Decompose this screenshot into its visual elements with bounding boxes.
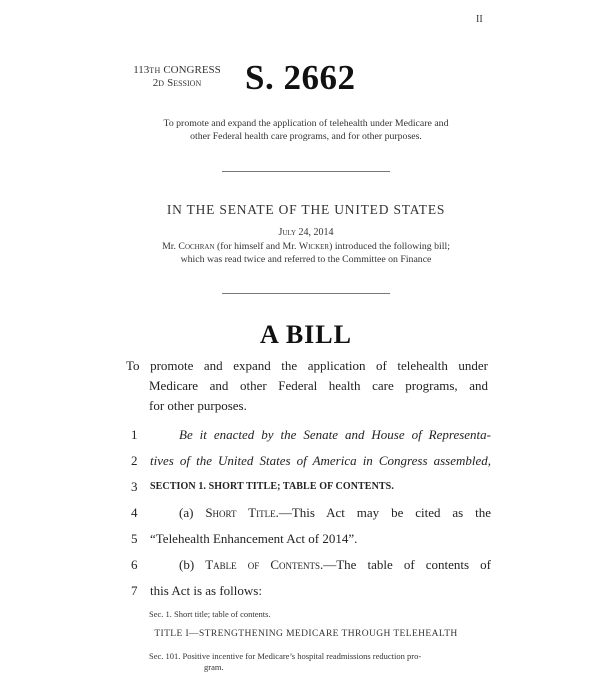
- congress-session-block: [122, 64, 232, 90]
- line-number: 2: [131, 453, 138, 468]
- toc-title-1: TITLE I—STRENGTHENING MEDICARE THROUGH TELEHEALTH: [154, 629, 458, 639]
- page-marker: II: [476, 14, 483, 25]
- toc-entry-sec-1: Sec. 1. Short title; table of contents.: [149, 609, 271, 619]
- session-label: 2D Session: [152, 77, 202, 89]
- bill-line: 4 (a) Short Title.—This Act may be cited as the: [131, 505, 491, 520]
- line-number: 3: [131, 479, 138, 494]
- line-number: 5: [131, 531, 138, 546]
- introduction-statement: Mr. Cochran (for himself and Mr. Wicker) introduced the following bill; which was read twice and referred to the Committee on Finance: [162, 241, 450, 265]
- bill-line: 1 Be it enacted by the Senate and House of Representa-: [131, 427, 491, 442]
- line-number: 6: [131, 557, 138, 572]
- bill-number: S. 2662: [245, 58, 356, 97]
- toc-entry-sec-101: Sec. 101. Positive incentive for Medicare’s hospital readmissions reduction pro- gram.: [149, 651, 422, 672]
- cosponsor-name: Wicker: [298, 241, 330, 252]
- line-number: 1: [131, 427, 138, 442]
- congress-label: 113TH CONGRESS: [133, 64, 221, 76]
- chamber-heading: IN THE SENATE OF THE UNITED STATES: [166, 202, 446, 217]
- bill-line: 7 this Act is as follows:: [131, 583, 262, 598]
- bill-line: 2 tives of the United States of America in Congress assembled,: [131, 453, 491, 468]
- section-heading: SECTION 1. SHORT TITLE; TABLE OF CONTENTS.: [150, 481, 394, 492]
- bill-heading: A BILL: [260, 320, 352, 349]
- line-number: 7: [131, 583, 138, 598]
- short-purpose: To promote and expand the application of telehealth under Medicare and other Federal health care programs, and for other purposes.: [163, 118, 449, 142]
- subsection-heading: Table of Contents: [205, 557, 320, 572]
- line-number: 4: [131, 505, 138, 520]
- long-title: To promote and expand the application of telehealth under Medicare and other Federal health care programs, and for other purposes.: [126, 358, 488, 413]
- bill-line: 5 “Telehealth Enhancement Act of 2014”.: [131, 531, 358, 546]
- introduction-date: July 24, 2014: [278, 227, 334, 238]
- divider-rule: [222, 293, 390, 294]
- divider-rule: [222, 171, 390, 172]
- subsection-heading: Short Title: [205, 505, 276, 520]
- sponsor-name: Cochran: [178, 241, 215, 252]
- bill-line: 6 (b) Table of Contents.—The table of contents of: [131, 557, 491, 572]
- bill-line: [131, 479, 491, 499]
